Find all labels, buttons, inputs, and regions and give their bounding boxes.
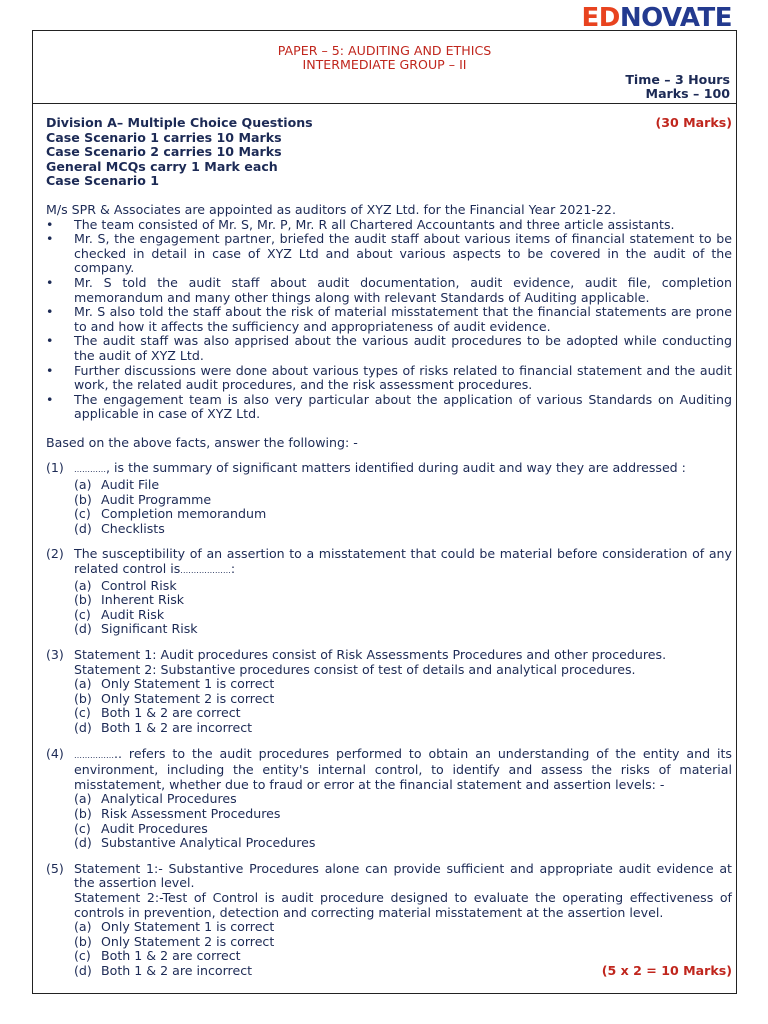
statement-1: Statement 1:- Substantive Procedures alone can provide sufficient and appropriate audit evidence at the assertion level. [74,860,732,891]
bullet-icon: • [46,362,54,378]
scenario-bullet [46,276,732,305]
statement-1: Statement 1: Audit procedures consist of Risk Assessments Procedures and other procedures. [74,647,667,662]
paper-content [46,116,732,978]
bullet-text: The engagement team is also very particular about the application of various Standards on Auditing applicable in case of XYZ Ltd. [74,391,732,422]
option-d: (d) Substantive Analytical Procedures [74,835,316,851]
option-c: (c) Both 1 & 2 are correct [74,705,241,721]
question-number: (1) [46,460,64,476]
answer-prompt: Based on the above facts, answer the following: - [46,434,358,450]
option-c: (c) Completion memorandum [74,506,267,522]
question-5 [46,862,732,979]
scenario-bullets [46,218,732,422]
option-d: (d) Significant Risk [74,621,198,637]
option-a: (a) Analytical Procedures [74,791,237,807]
option-b: (b) Only Statement 2 is correct [74,933,275,949]
bullet-text: Mr. S told the audit staff about audit documentation, audit evidence, audit file, completion memorandum and many other things along with relevant Standards of Auditing applicable. [74,274,732,305]
option-b: (b) Only Statement 2 is correct [74,690,275,706]
question-text: .. refers to the audit procedures performed to obtain an understanding of the entity and its environment, including the entity's internal control, to identify and assess the risks of material misstatement, whether due to fraud or error at the financial statement and assertion levels: - [74,745,732,792]
question-2: (2) The susceptibility of an assertion to a misstatement that could be material before consideration of any related control is……………….: (a) Control Risk (b) Inherent Risk (c) Audit Risk (d) Significant Risk [46,546,732,637]
option-d: (d) Both 1 & 2 are incorrect [74,962,253,978]
question-4 [46,747,732,851]
bullet-icon: • [46,304,54,320]
paper-header [33,31,736,104]
question-number: (2) [46,546,64,562]
blank-dots: …………… [74,750,114,760]
option-d: (d) Checklists [74,520,165,536]
bullet-icon: • [46,216,54,232]
scenario-bullet [46,305,732,334]
option-a: (a) Audit File [74,477,160,493]
option-c: (c) Audit Risk [74,606,165,622]
option-c: (c) Audit Procedures [74,820,208,836]
division-line-3: Case Scenario 2 carries 10 Marks [46,144,282,160]
option-a: (a) Control Risk [74,577,177,593]
question-text: The susceptibility of an assertion to a misstatement that could be material before consideration of any related control is [74,546,732,577]
case-scenario-heading: Case Scenario 1 [46,173,160,189]
bullet-icon: • [46,274,54,290]
page-frame [32,30,737,994]
paper-title: PAPER – 5: AUDITING AND ETHICS [277,43,492,58]
option-b: (b) Risk Assessment Procedures [74,805,281,821]
scenario-bullet [46,393,732,422]
logo-part-ed: ED [581,3,620,33]
bullet-icon: • [46,333,54,349]
division-line-4: General MCQs carry 1 Mark each [46,158,278,174]
bullet-text: The audit staff was also apprised about the various audit procedures to be adopted while conducting the audit of XYZ Ltd. [74,333,732,363]
paper-subtitle: INTERMEDIATE GROUP – II [302,57,467,72]
option-c: (c) Both 1 & 2 are correct [74,948,241,964]
blank-dots: ………… [74,465,106,475]
blank-dots: ………………. [180,566,231,576]
total-marks: Marks – 100 [645,86,730,101]
question-text: , is the summary of significant matters identified during audit and way they are addressed : [106,460,686,476]
logo-part-novate: NOVATE [619,3,732,33]
section-marks: (5 x 2 = 10 Marks) [601,962,732,978]
bullet-text: Mr. S, the engagement partner, briefed the audit staff about various items of financial statement to be checked in detail in case of XYZ Ltd and about various aspects to be covered in the audit of the company. [74,231,732,276]
question-number: (5) [46,860,64,876]
question-number: (4) [46,745,64,761]
division-title: Division A– Multiple Choice Questions [46,115,313,130]
scenario-intro: M/s SPR & Associates are appointed as auditors of XYZ Ltd. for the Financial Year 2021-22. [46,201,616,217]
bullet-text: Mr. S also told the staff about the risk of material misstatement that the financial statements are prone to and how it affects the sufficiency and appropriateness of audit evidence. [74,304,732,334]
statement-2: Statement 2:-Test of Control is audit procedure designed to evaluate the operating effectiveness of controls in prevention, detection and correcting material misstatement at the assertion level. [74,889,732,920]
question-number: (3) [46,647,64,662]
scenario-bullet [46,218,732,233]
option-a: (a) Only Statement 1 is correct [74,676,275,692]
time-allowed: Time – 3 Hours [625,72,730,87]
scenario-bullet [46,364,732,393]
option-b: (b) Audit Programme [74,491,212,507]
division-line-2: Case Scenario 1 carries 10 Marks [46,129,282,145]
option-d: (d) Both 1 & 2 are incorrect [74,719,253,735]
scenario-bullet [46,334,732,363]
question-3 [46,648,732,736]
bullet-icon: • [46,231,54,247]
question-1 [46,461,732,536]
division-row [46,116,732,131]
statement-2: Statement 2: Substantive procedures consist of test of details and analytical procedures. [74,661,636,677]
scenario-bullet [46,232,732,276]
bullet-text: The team consisted of Mr. S, Mr. P, Mr. R all Chartered Accountants and three article assistants. [74,216,675,232]
bullet-icon: • [46,391,54,407]
option-a: (a) Only Statement 1 is correct [74,919,275,935]
option-b: (b) Inherent Risk [74,592,185,608]
ednovate-logo [582,3,732,33]
division-marks: (30 Marks) [655,115,732,130]
bullet-text: Further discussions were done about various types of risks related to financial statement and the audit work, the related audit procedures, and the risk assessment procedures. [74,362,732,393]
